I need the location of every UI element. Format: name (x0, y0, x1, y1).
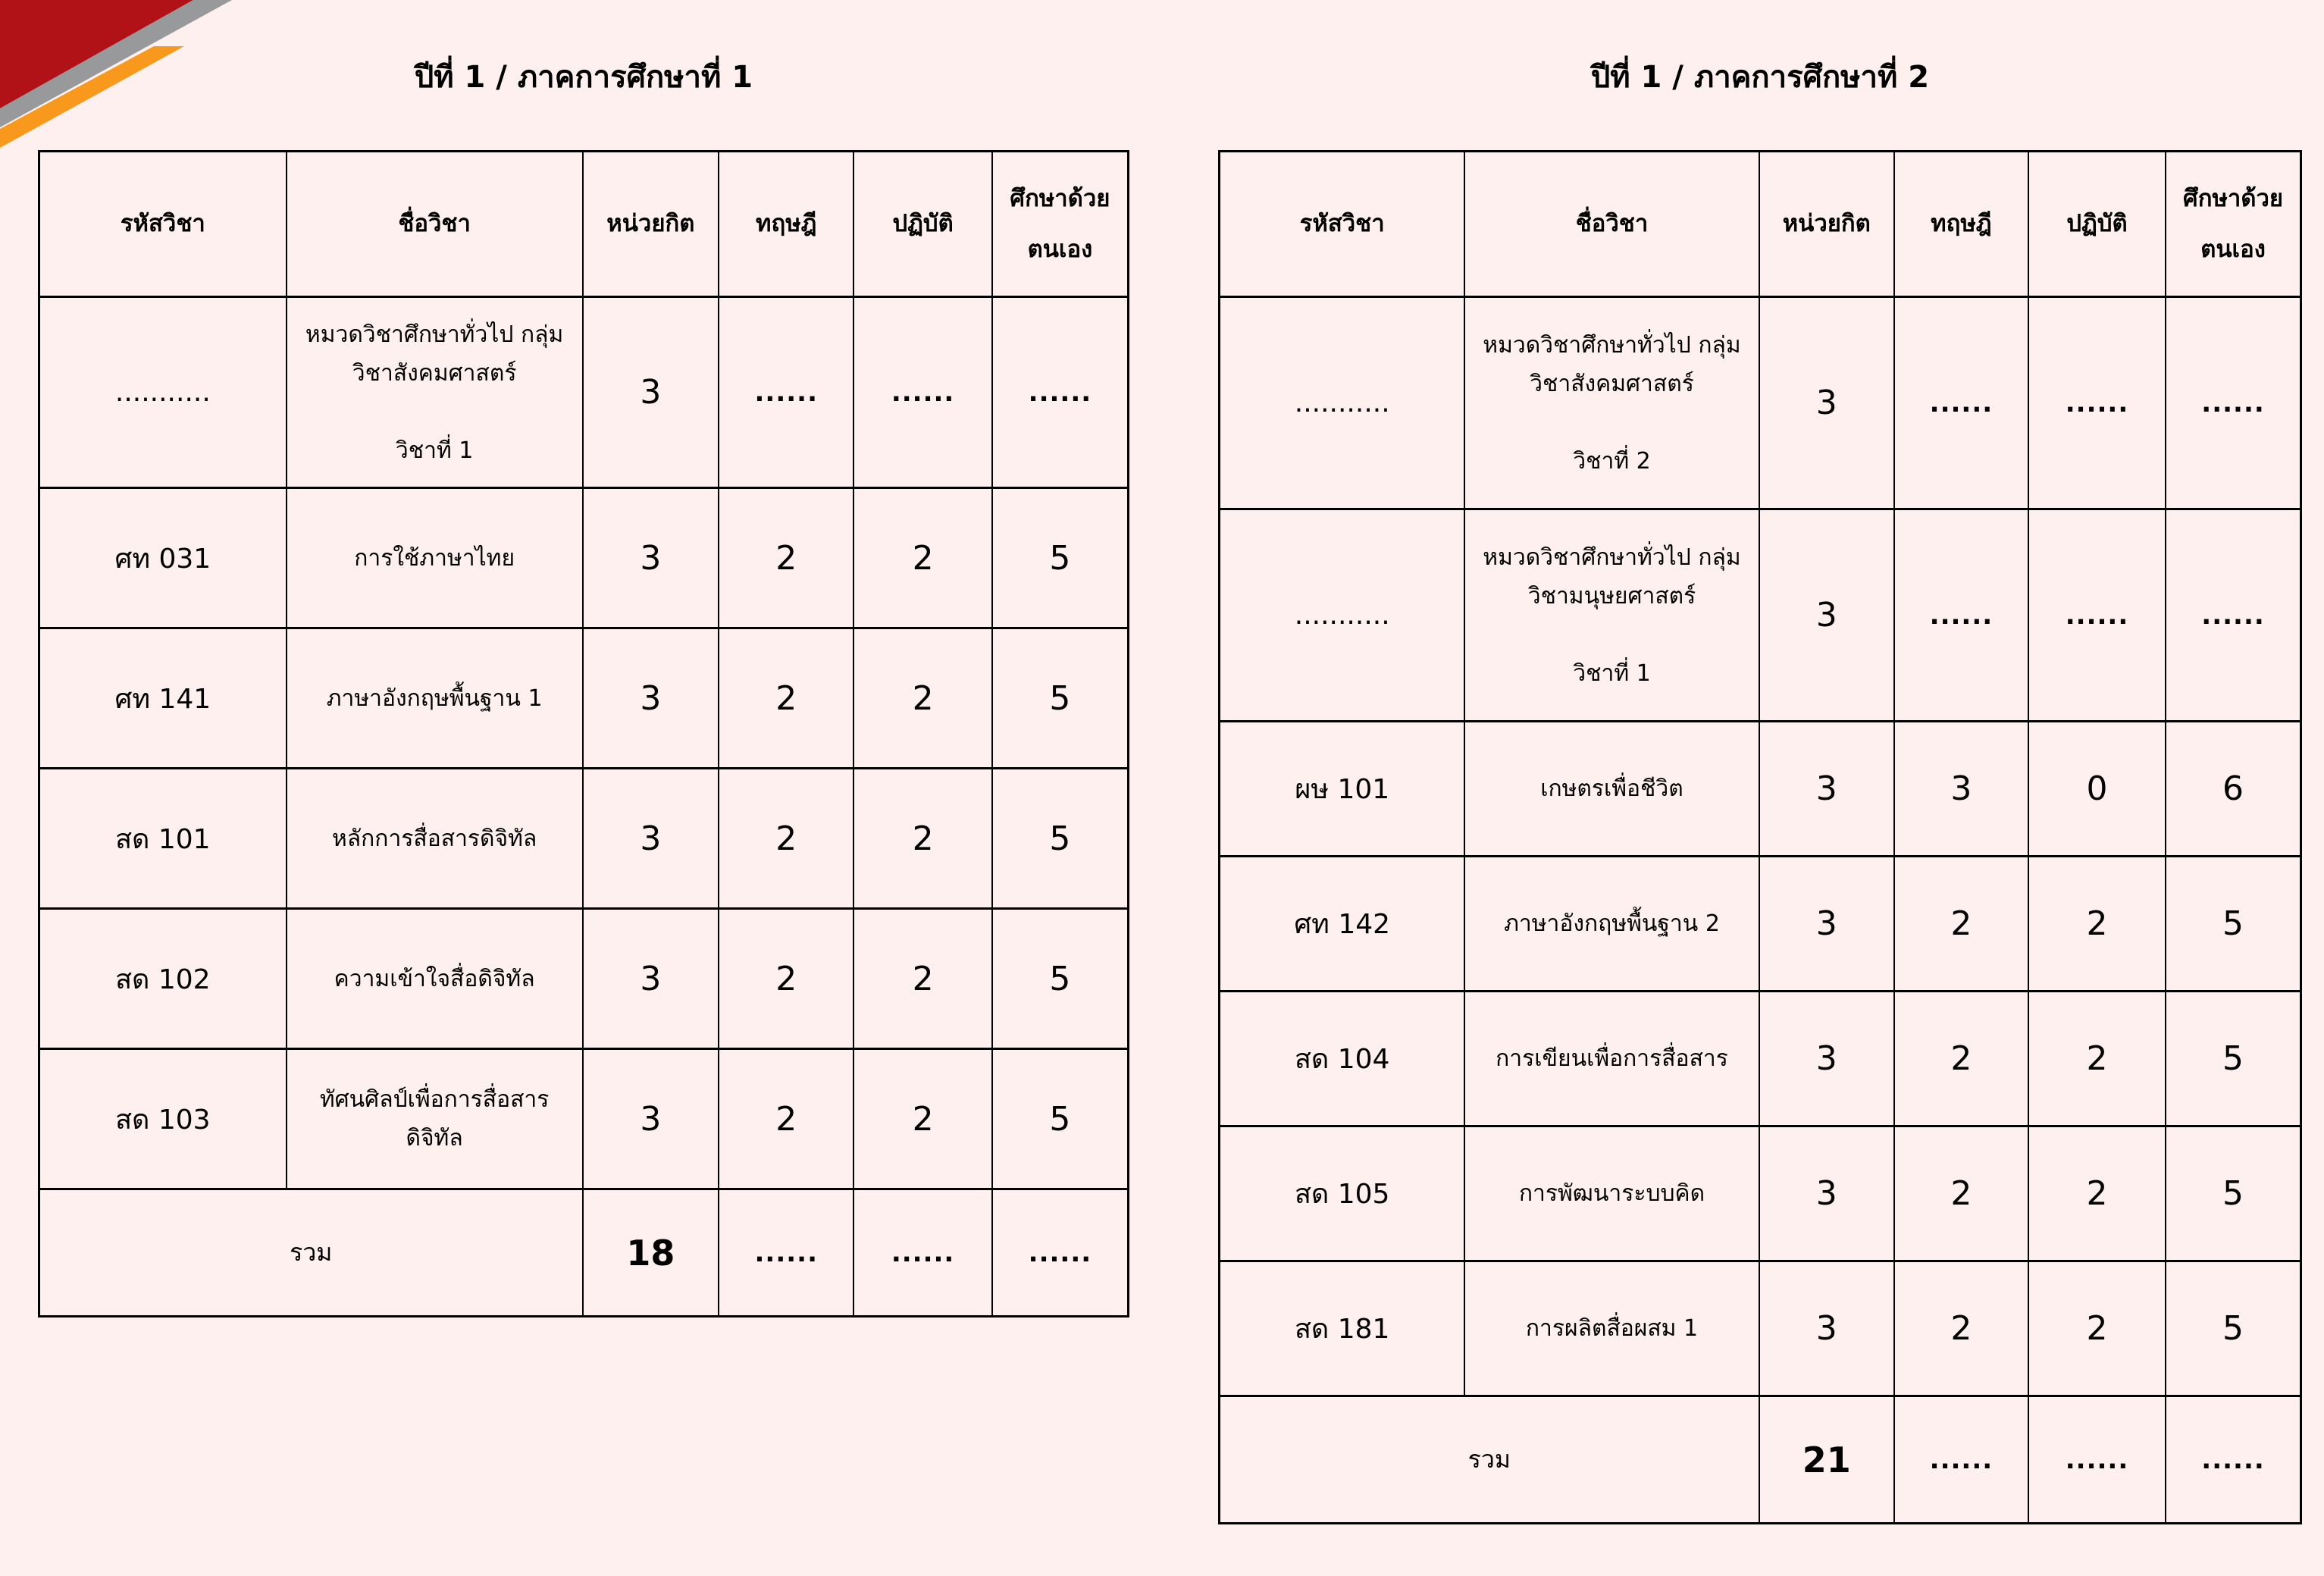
course-name-line: เกษตรเพื่อชีวิต (1540, 775, 1683, 802)
course-theory-cell: 3 (1894, 722, 2028, 857)
course-code-cell: ........... (1220, 509, 1465, 722)
column-header-line: รหัสวิชา (1299, 210, 1385, 238)
course-credits-cell: 3 (1759, 1126, 1894, 1261)
course-credits-cell: 3 (583, 909, 719, 1049)
column-header-line: ปฏิบัติ (2066, 210, 2128, 238)
course-theory-cell: ...... (1894, 509, 2028, 722)
course-row (39, 488, 1129, 628)
course-credits-cell: 3 (583, 297, 719, 488)
course-name-cell (1464, 1126, 1759, 1261)
course-code-cell: ผษ 101 (1220, 722, 1465, 857)
course-name-cell (287, 769, 583, 909)
course-name-line: วิชาสังคมศาสตร์ (1530, 370, 1694, 397)
course-code-cell: สด 101 (39, 769, 287, 909)
course-practice-cell: 2 (853, 1049, 991, 1189)
course-self-cell: 5 (2166, 857, 2301, 992)
course-self-cell: 5 (992, 628, 1129, 769)
course-row (39, 1049, 1129, 1189)
course-code-cell: ........... (1220, 297, 1465, 509)
course-row (1220, 992, 2301, 1126)
header-row (1220, 152, 2301, 297)
total-theory-cell: ...... (1894, 1396, 2028, 1524)
course-self-cell: ...... (2166, 509, 2301, 722)
course-name-cell (1464, 722, 1759, 857)
column-header (1759, 152, 1894, 297)
course-practice-cell: 2 (853, 909, 991, 1049)
column-header (1220, 152, 1465, 297)
column-header (583, 152, 719, 297)
course-self-cell: 5 (992, 769, 1129, 909)
course-practice-cell: 2 (2028, 857, 2166, 992)
course-name-line: การเขียนเพื่อการสื่อสาร (1496, 1045, 1728, 1072)
column-header-line: ทฤษฎี (1931, 210, 1992, 238)
course-theory-cell: 2 (1894, 1261, 2028, 1396)
course-self-cell: ...... (2166, 297, 2301, 509)
course-credits-cell: 3 (583, 488, 719, 628)
course-name-line: ภาษาอังกฤษพื้นฐาน 2 (1504, 910, 1720, 937)
course-code-cell: ศท 141 (39, 628, 287, 769)
semester1-title: ปีที่ 1 / ภาคการศึกษาที่ 1 (414, 60, 753, 95)
course-theory-cell: 2 (1894, 1126, 2028, 1261)
course-self-cell: 5 (992, 1049, 1129, 1189)
column-header (992, 152, 1129, 297)
course-name-line: วิชามนุษยศาสตร์ (1527, 582, 1696, 609)
course-name-line (1470, 616, 1753, 654)
column-header (2028, 152, 2166, 297)
total-theory-cell: ...... (719, 1189, 853, 1317)
course-code-cell: สด 104 (1220, 992, 1465, 1126)
column-header (853, 152, 991, 297)
course-theory-cell: 2 (719, 909, 853, 1049)
column-header-line: รหัสวิชา (120, 210, 205, 238)
semester2-table (1218, 150, 2302, 1524)
course-name-line: การพัฒนาระบบคิด (1518, 1180, 1705, 1207)
course-code-cell: สด 102 (39, 909, 287, 1049)
course-credits-cell: 3 (1759, 1261, 1894, 1396)
course-code-cell: ศท 142 (1220, 857, 1465, 992)
total-self-cell: ...... (2166, 1396, 2301, 1524)
semester1-table (38, 150, 1129, 1318)
course-practice-cell: 2 (2028, 1261, 2166, 1396)
course-practice-cell: 2 (2028, 992, 2166, 1126)
total-row (39, 1189, 1129, 1317)
column-header-line: หน่วยกิต (1782, 210, 1871, 238)
curriculum-grid (1218, 150, 2302, 1524)
column-header (39, 152, 287, 297)
course-name-line: หมวดวิชาศึกษาทั่วไป กลุ่ม (305, 321, 564, 348)
course-credits-cell: 3 (583, 769, 719, 909)
course-credits-cell: 3 (1759, 297, 1894, 509)
course-name-cell (1464, 857, 1759, 992)
course-practice-cell: ...... (2028, 509, 2166, 722)
course-name-cell (287, 909, 583, 1049)
course-code-cell: สด 181 (1220, 1261, 1465, 1396)
column-header-line: ชื่อวิชา (398, 210, 471, 238)
column-header-line: ปฏิบัติ (892, 210, 954, 238)
course-practice-cell: ...... (853, 297, 991, 488)
column-header-line: ตนเอง (1027, 235, 1093, 263)
course-name-line (1470, 403, 1753, 442)
course-name-cell (1464, 509, 1759, 722)
course-name-line (292, 393, 578, 431)
course-row (1220, 297, 2301, 509)
course-name-line: การใช้ภาษาไทย (354, 544, 515, 572)
course-name-cell (287, 1049, 583, 1189)
column-header (1894, 152, 2028, 297)
column-header-line: ศึกษาด้วย (1010, 184, 1110, 212)
course-row (39, 909, 1129, 1049)
course-theory-cell: 2 (719, 769, 853, 909)
course-code-cell: สด 103 (39, 1049, 287, 1189)
course-row (1220, 509, 2301, 722)
course-credits-cell: 3 (1759, 509, 1894, 722)
course-practice-cell: 2 (853, 628, 991, 769)
total-credits-cell: 18 (583, 1189, 719, 1317)
course-row (1220, 857, 2301, 992)
curriculum-grid (38, 150, 1129, 1318)
column-header-line: ศึกษาด้วย (2183, 184, 2284, 212)
course-name-line: หมวดวิชาศึกษาทั่วไป กลุ่ม (1483, 544, 1741, 571)
course-row (1220, 722, 2301, 857)
course-name-line: วิชาที่ 1 (395, 437, 474, 464)
total-self-cell: ...... (992, 1189, 1129, 1317)
course-code-cell: ........... (39, 297, 287, 488)
course-self-cell: 5 (2166, 1126, 2301, 1261)
course-name-line: ดิจิทัล (406, 1125, 463, 1151)
course-practice-cell: 2 (2028, 1126, 2166, 1261)
course-self-cell: 5 (2166, 1261, 2301, 1396)
course-code-cell: สด 105 (1220, 1126, 1465, 1261)
course-name-line: วิชาสังคมศาสตร์ (352, 359, 517, 387)
column-header (2166, 152, 2301, 297)
total-practice-cell: ...... (853, 1189, 991, 1317)
total-row (1220, 1396, 2301, 1524)
course-self-cell: 5 (992, 909, 1129, 1049)
course-row (1220, 1126, 2301, 1261)
course-row (39, 628, 1129, 769)
course-credits-cell: 3 (1759, 722, 1894, 857)
course-theory-cell: ...... (719, 297, 853, 488)
course-name-cell (287, 488, 583, 628)
course-name-cell (1464, 992, 1759, 1126)
course-name-line: ทัศนศิลป์เพื่อการสื่อสาร (319, 1086, 550, 1113)
column-header-line: ตนเอง (2200, 235, 2266, 263)
course-theory-cell: 2 (719, 628, 853, 769)
course-name-line: ความเข้าใจสื่อดิจิทัล (334, 965, 535, 992)
course-theory-cell: ...... (1894, 297, 2028, 509)
course-name-line: วิชาที่ 1 (1573, 660, 1651, 687)
total-credits-cell: 21 (1759, 1396, 1894, 1524)
total-label-cell: รวม (1220, 1396, 1759, 1524)
header-row (39, 152, 1129, 297)
course-self-cell: 6 (2166, 722, 2301, 857)
course-name-line: หลักการสื่อสารดิจิทัล (331, 825, 537, 852)
course-theory-cell: 2 (1894, 992, 2028, 1126)
course-practice-cell: ...... (2028, 297, 2166, 509)
course-name-cell (1464, 297, 1759, 509)
course-row (39, 769, 1129, 909)
course-theory-cell: 2 (719, 488, 853, 628)
column-header-line: หน่วยกิต (606, 210, 695, 238)
column-header (719, 152, 853, 297)
course-name-line: การผลิตสื่อผสม 1 (1525, 1315, 1699, 1342)
course-practice-cell: 2 (853, 488, 991, 628)
course-name-cell (1464, 1261, 1759, 1396)
total-practice-cell: ...... (2028, 1396, 2166, 1524)
course-name-line: ภาษาอังกฤษพื้นฐาน 1 (326, 685, 543, 712)
course-practice-cell: 0 (2028, 722, 2166, 857)
course-self-cell: ...... (992, 297, 1129, 488)
course-theory-cell: 2 (1894, 857, 2028, 992)
column-header (287, 152, 583, 297)
course-credits-cell: 3 (1759, 992, 1894, 1126)
course-theory-cell: 2 (719, 1049, 853, 1189)
column-header (1464, 152, 1759, 297)
total-label-cell: รวม (39, 1189, 583, 1317)
course-credits-cell: 3 (583, 628, 719, 769)
course-credits-cell: 3 (1759, 857, 1894, 992)
course-self-cell: 5 (992, 488, 1129, 628)
column-header-line: ทฤษฎี (756, 210, 817, 238)
course-self-cell: 5 (2166, 992, 2301, 1126)
course-credits-cell: 3 (583, 1049, 719, 1189)
course-code-cell: ศท 031 (39, 488, 287, 628)
course-row (1220, 1261, 2301, 1396)
course-name-line: หมวดวิชาศึกษาทั่วไป กลุ่ม (1483, 331, 1741, 359)
course-name-cell (287, 628, 583, 769)
course-row (39, 297, 1129, 488)
course-name-line: วิชาที่ 2 (1573, 447, 1651, 475)
course-name-cell (287, 297, 583, 488)
semester2-title: ปีที่ 1 / ภาคการศึกษาที่ 2 (1590, 60, 1930, 95)
column-header-line: ชื่อวิชา (1575, 210, 1649, 238)
course-practice-cell: 2 (853, 769, 991, 909)
